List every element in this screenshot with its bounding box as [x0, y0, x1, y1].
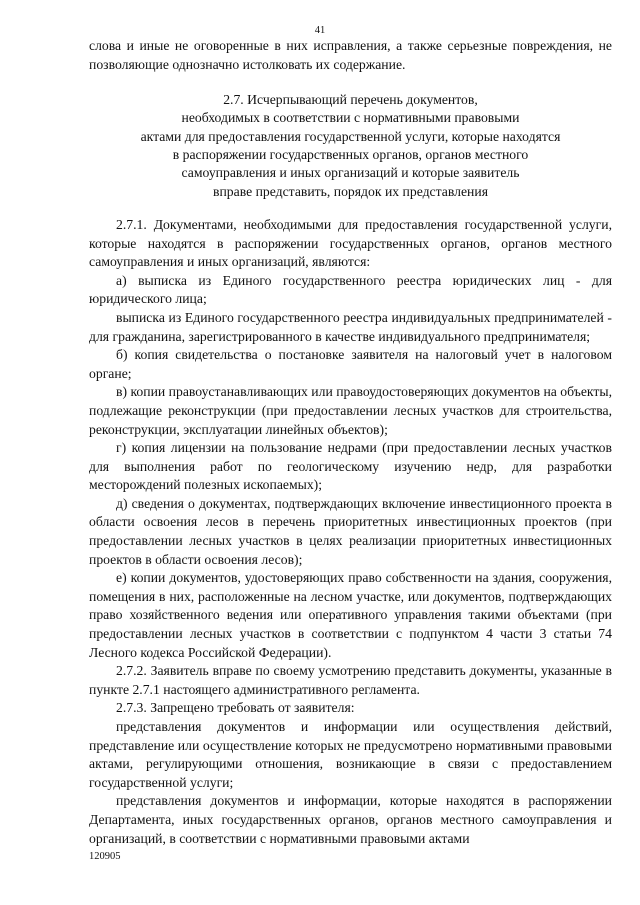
document-code: 120905 — [89, 851, 121, 862]
list-item-v: в) копии правоустанавливающих или правоудостоверяющих документов на объекты, подлежащие реконструкции (при предоставлении лесных участков для строительства, реконструкции, эксплуатации линейных объектов); — [89, 384, 612, 437]
section-heading-line: самоуправления и иных организаций и которые заявитель — [181, 165, 520, 181]
section-heading-line: актами для предоставления государственной услуги, которые находятся — [140, 128, 561, 144]
section-heading-line: вправе представить, порядок их представления — [212, 183, 488, 199]
prohibition-item-1: представления документов и информации или осуществления действий, представление или осуществление которых не предусмотрено нормативными правовыми актами, регулирующими отношения, возникающие в связи с предоставлением государственной услуги; — [89, 719, 612, 790]
paragraph-2-7-3: 2.7.3. Запрещено требовать от заявителя: — [116, 700, 355, 716]
prohibition-item-2: представления документов и информации, которые находятся в распоряжении Департамента, иных государственных органов, органов местного самоуправления и организаций, в соответствии с нормативными правовыми актами — [89, 793, 612, 846]
section-heading-line: 2.7. Исчерпывающий перечень документов, — [223, 92, 478, 108]
list-item-d: д) сведения о документах, подтверждающих включение инвестиционного проекта в области освоения лесов в перечень приоритетных инвестиционных проектов (при предоставлении лесных участков в целях реализации приоритетных инвестиционных проектов в области освоения лесов); — [89, 495, 612, 567]
list-item-b: б) копия свидетельства о постановке заявителя на налоговый учет в налоговом органе; — [89, 347, 612, 381]
list-item-g: г) копия лицензии на пользование недрами (при предоставлении лесных участков для выполнения работ по геологическому изучению недр, для разработки месторождений полезных ископаемых); — [89, 440, 612, 493]
page-number: 41 — [314, 25, 326, 36]
section-heading-line: необходимых в соответствии с нормативными правовыми — [181, 110, 520, 126]
paragraph-2-7-2: 2.7.2. Заявитель вправе по своему усмотрению представить документы, указанные в пункте 2.7.1 настоящего административного регламента. — [89, 663, 612, 697]
section-heading-line: в распоряжении государственных органов, органов местного — [172, 147, 529, 163]
list-item-a: а) выписка из Единого государственного реестра юридических лиц - для юридического лица; — [89, 272, 612, 307]
paragraph-2-7-1: 2.7.1. Документами, необходимыми для предоставления государственной услуги, которые находятся в распоряжении государственных органов, органов местного самоуправления и иных организаций, являются: — [89, 216, 612, 270]
document-body — [89, 37, 612, 848]
list-item-a-entrepreneur: выписка из Единого государственного реестра индивидуальных предпринимателей - для гражданина, зарегистрированного в качестве индивидуального предпринимателя; — [89, 309, 612, 344]
section-heading — [89, 91, 612, 201]
list-item-e: е) копии документов, удостоверяющих право собственности на здания, сооружения, помещения в них, расположенные на лесном участке, или документов, подтверждающих право хозяйственного ведения или оперативного управления такими объектами (при предоставлении лесных участков в соответствии с подпунктом 4 части 3 статьи 74 Лесного кодекса Российской Федерации). — [89, 570, 612, 660]
intro-paragraph: слова и иные не оговоренные в них исправления, а также серьезные повреждения, не позволяющие однозначно истолковать их содержание. — [89, 38, 612, 72]
